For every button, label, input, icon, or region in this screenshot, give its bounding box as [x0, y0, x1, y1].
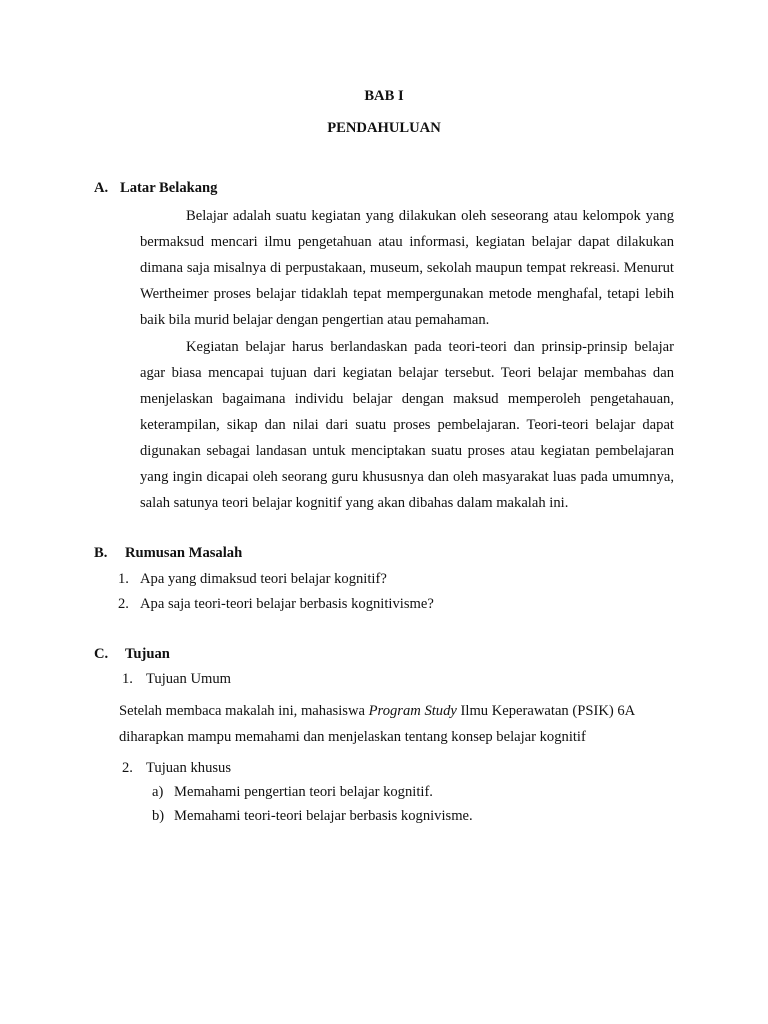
paragraph-1-text: Belajar adalah suatu kegiatan yang dilakukan oleh seseorang atau kelompok yang bermaksud mencari ilmu pengetahuan atau informasi, kegiatan belajar dapat dilakukan dimana saja misalnya di perpustakaan, museum, sekolah maupun tempat rekreasi. Menurut Wertheimer proses belajar tidaklah tepat mempergunakan metode menghafal, tetapi lebih baik bila murid belajar dengan pengertian atau pemahaman. [140, 208, 674, 328]
question-item-2 [118, 596, 434, 613]
tujuan-khusus-item [122, 760, 231, 777]
subitem-letter: a) [152, 784, 164, 800]
section-a-title: Latar Belakang [120, 180, 218, 196]
section-c-heading [94, 646, 170, 663]
section-a-letter: A. [94, 180, 109, 196]
section-c-letter: C. [94, 646, 109, 662]
section-c-title: Tujuan [125, 646, 170, 662]
section-b-letter: B. [94, 545, 108, 561]
tujuan-umum-item [122, 671, 231, 688]
tujuan-umum-text-line-2: diharapkan mampu memahami dan menjelaskan tentang konsep belajar kognitif [119, 729, 586, 745]
section-b-heading [94, 545, 242, 562]
chapter-number: BAB I [364, 88, 404, 104]
tujuan-umum-text-after: Ilmu Keperawatan (PSIK) 6A [460, 703, 636, 719]
subitem-text: Memahami pengertian teori belajar kognitif. [174, 784, 433, 800]
question-text: Apa saja teori-teori belajar berbasis kognitivisme? [140, 596, 434, 612]
tujuan-khusus-label: Tujuan khusus [146, 760, 232, 776]
question-number: 2. [118, 596, 129, 612]
latar-belakang-paragraph-1 [140, 203, 674, 333]
tujuan-umum-number: 1. [122, 671, 133, 687]
subitem-text: Memahami teori-teori belajar berbasis kognivisme. [174, 808, 473, 824]
question-number: 1. [118, 571, 129, 587]
tujuan-umum-text-line-1 [119, 703, 635, 720]
question-text: Apa yang dimaksud teori belajar kognitif? [140, 571, 387, 587]
section-a-heading [94, 180, 217, 197]
tujuan-khusus-number: 2. [122, 760, 133, 776]
paragraph-2-text: Kegiatan belajar harus berlandaskan pada teori-teori dan prinsip-prinsip belajar agar biasa mencapai tujuan dari kegiatan belajar tersebut. Teori belajar membahas dan menjelaskan bagaimana individu belajar dengan maksud memperoleh pengetahauan, keterampilan, sikap dan nilai dari suatu proses pembelajaran. Teori-teori belajar dapat digunakan sebagai landasan untuk menciptakan suatu proses atau kegiatan pembelajaran yang ingin dicapai oleh seorang guru khususnya dan oleh masyarakat luas pada umumnya, salah satunya teori belajar kognitif yang akan dibahas dalam makalah ini. [140, 339, 674, 511]
program-study-italic: Program Study [368, 703, 457, 719]
tujuan-umum-text-before: Setelah membaca makalah ini, mahasiswa [119, 703, 365, 719]
latar-belakang-paragraph-2 [140, 334, 674, 516]
tujuan-khusus-subitem-a [152, 784, 433, 801]
tujuan-khusus-subitem-b [152, 808, 473, 825]
tujuan-umum-label: Tujuan Umum [146, 671, 232, 687]
section-b-title: Rumusan Masalah [125, 545, 243, 561]
question-item-1 [118, 571, 387, 588]
subitem-letter: b) [152, 808, 165, 824]
chapter-title: PENDAHULUAN [327, 120, 441, 136]
